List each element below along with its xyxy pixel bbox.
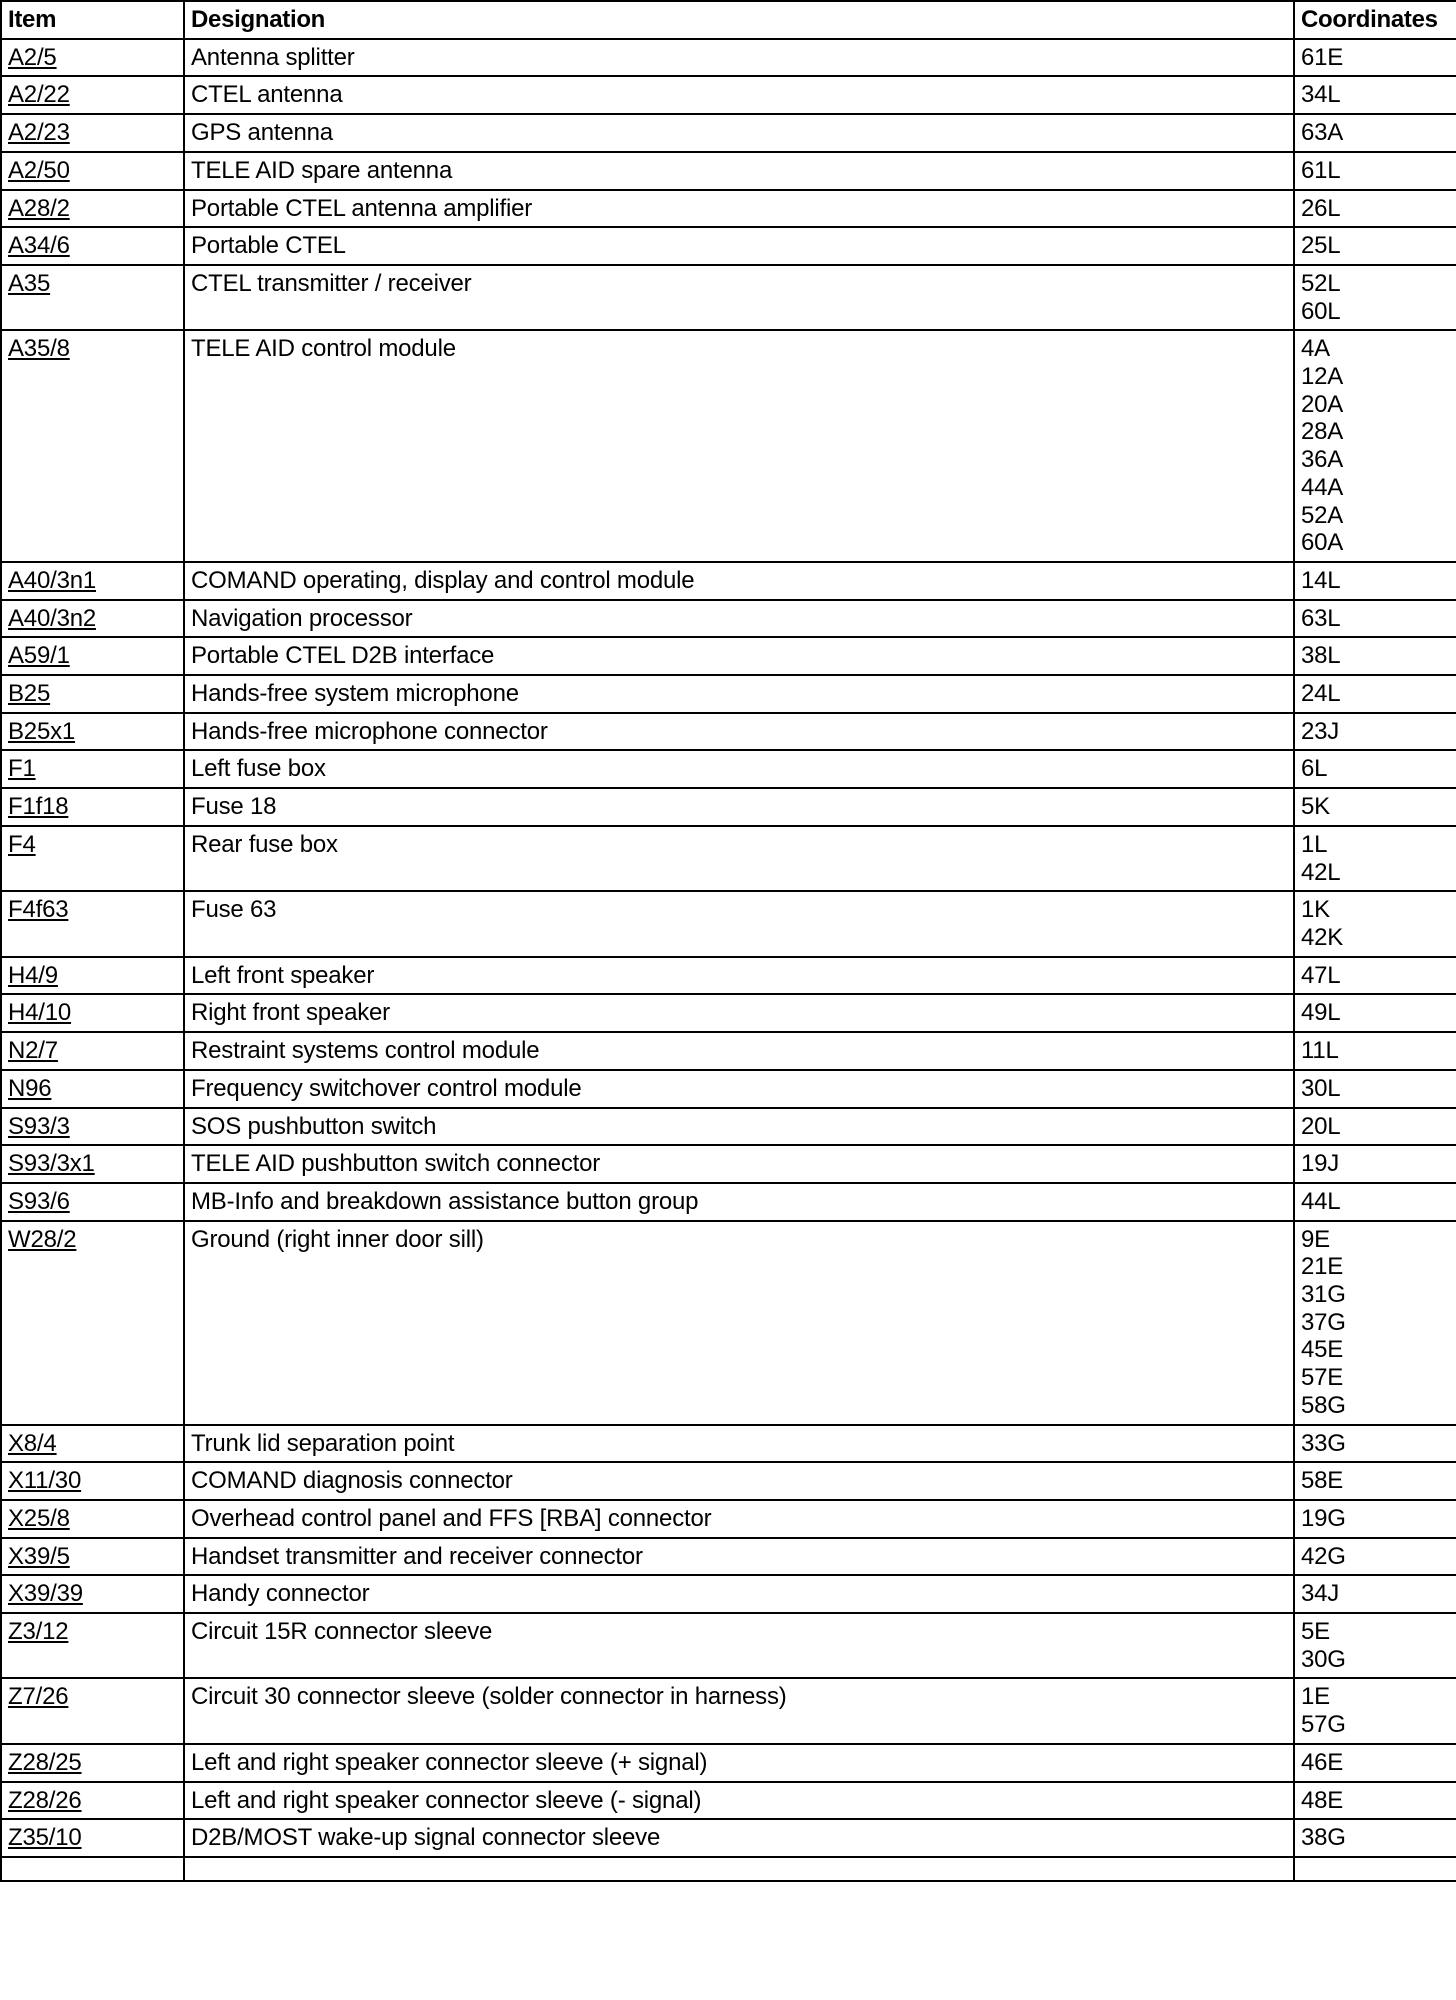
- item-cell: [1, 600, 184, 638]
- coordinates-cell: [1294, 1183, 1456, 1221]
- item-link[interactable]: A59/1: [8, 642, 70, 670]
- item-cell: [1, 1183, 184, 1221]
- coordinate-value: 46E: [1301, 1748, 1344, 1776]
- table-row: [1, 1221, 1456, 1425]
- coordinates-cell: [1294, 76, 1456, 114]
- coordinates-cell: [1294, 227, 1456, 265]
- coordinate-value: 38G: [1301, 1824, 1346, 1852]
- item-cell: [1, 637, 184, 675]
- table-row: [1, 190, 1456, 228]
- coordinates-cell: [1294, 1744, 1456, 1782]
- item-link[interactable]: X8/4: [8, 1429, 57, 1457]
- designation-cell: Portable CTEL antenna amplifier: [184, 190, 1294, 228]
- table-row-empty: [1, 1857, 1456, 1881]
- coordinate-value: 11L: [1301, 1037, 1339, 1065]
- item-cell: [1, 1678, 184, 1743]
- table-row: [1, 1108, 1456, 1146]
- coordinate-value: 52L: [1301, 269, 1341, 297]
- coordinate-value: 28A: [1301, 418, 1344, 446]
- table-row: [1, 891, 1456, 956]
- coordinate-value: 60A: [1301, 529, 1344, 557]
- item-cell: [1, 1782, 184, 1820]
- item-link[interactable]: F1f18: [8, 793, 69, 821]
- coordinates-cell: [1294, 1108, 1456, 1146]
- item-link[interactable]: N2/7: [8, 1037, 58, 1065]
- item-link[interactable]: Z7/26: [8, 1683, 69, 1711]
- coordinate-value: 63A: [1301, 119, 1344, 147]
- coordinate-value: 61E: [1301, 43, 1344, 71]
- table-row: [1, 1678, 1456, 1743]
- table-row: [1, 1032, 1456, 1070]
- coordinate-value: 31G: [1301, 1281, 1346, 1309]
- table-row: [1, 1425, 1456, 1463]
- coordinate-value: 20A: [1301, 390, 1344, 418]
- coordinate-value: 42K: [1301, 923, 1344, 951]
- coordinates-cell: [1294, 713, 1456, 751]
- item-cell: [1, 1500, 184, 1538]
- coordinate-value: 36A: [1301, 446, 1344, 474]
- designation-cell: Restraint systems control module: [184, 1032, 1294, 1070]
- coordinates-cell: [1294, 152, 1456, 190]
- item-link[interactable]: A35: [8, 269, 51, 297]
- designation-cell: Navigation processor: [184, 600, 1294, 638]
- coordinate-value: 37G: [1301, 1308, 1346, 1336]
- item-link[interactable]: X25/8: [8, 1504, 70, 1532]
- coordinate-value: 57E: [1301, 1364, 1344, 1392]
- item-cell: [1, 152, 184, 190]
- coordinate-value: 49L: [1301, 999, 1341, 1027]
- item-link[interactable]: A40/3n2: [8, 604, 97, 632]
- coordinates-cell: [1294, 1145, 1456, 1183]
- coordinates-cell: [1294, 114, 1456, 152]
- coordinates-cell: [1294, 39, 1456, 77]
- coordinate-value: 21E: [1301, 1253, 1344, 1281]
- coordinate-value: 44A: [1301, 473, 1344, 501]
- item-link[interactable]: S93/3: [8, 1112, 70, 1140]
- coordinates-cell: [1294, 1538, 1456, 1576]
- item-cell: [1, 1819, 184, 1857]
- table-row: [1, 994, 1456, 1032]
- empty-cell: [184, 1857, 1294, 1881]
- item-cell: [1, 1108, 184, 1146]
- item-link[interactable]: F1: [8, 755, 36, 783]
- coordinate-value: 1E: [1301, 1683, 1330, 1711]
- item-cell: [1, 1575, 184, 1613]
- coordinates-cell: [1294, 891, 1456, 956]
- coordinate-value: 26L: [1301, 194, 1341, 222]
- table-row: [1, 1575, 1456, 1613]
- header-designation: Designation: [184, 1, 1294, 39]
- table-row: [1, 788, 1456, 826]
- coordinates-cell: [1294, 1782, 1456, 1820]
- item-link[interactable]: F4: [8, 830, 36, 858]
- item-cell: [1, 76, 184, 114]
- item-cell: [1, 190, 184, 228]
- coordinate-value: 44L: [1301, 1187, 1341, 1215]
- table-row: [1, 637, 1456, 675]
- designation-cell: TELE AID spare antenna: [184, 152, 1294, 190]
- designation-cell: CTEL antenna: [184, 76, 1294, 114]
- item-link[interactable]: B25: [8, 680, 51, 708]
- item-cell: [1, 713, 184, 751]
- coordinate-value: 47L: [1301, 961, 1341, 989]
- item-cell: [1, 227, 184, 265]
- table-row: [1, 600, 1456, 638]
- table-row: [1, 39, 1456, 77]
- item-cell: [1, 330, 184, 562]
- item-link[interactable]: A2/23: [8, 119, 70, 147]
- designation-cell: Frequency switchover control module: [184, 1070, 1294, 1108]
- item-link[interactable]: H4/9: [8, 961, 58, 989]
- coordinates-cell: [1294, 1575, 1456, 1613]
- coordinate-value: 52A: [1301, 501, 1344, 529]
- designation-cell: Trunk lid separation point: [184, 1425, 1294, 1463]
- table-row: [1, 76, 1456, 114]
- designation-cell: SOS pushbutton switch: [184, 1108, 1294, 1146]
- coordinate-value: 1K: [1301, 896, 1330, 924]
- item-cell: [1, 1032, 184, 1070]
- coordinate-value: 14L: [1301, 566, 1341, 594]
- designation-cell: Portable CTEL D2B interface: [184, 637, 1294, 675]
- item-link[interactable]: A35/8: [8, 335, 70, 363]
- item-link[interactable]: Z28/26: [8, 1786, 82, 1814]
- item-link[interactable]: S93/6: [8, 1187, 70, 1215]
- table-row: [1, 1819, 1456, 1857]
- designation-cell: TELE AID control module: [184, 330, 1294, 562]
- table-row: [1, 1183, 1456, 1221]
- coordinate-value: 42G: [1301, 1542, 1346, 1570]
- coordinate-value: 58E: [1301, 1467, 1344, 1495]
- designation-cell: Left and right speaker connector sleeve (+ signal): [184, 1744, 1294, 1782]
- table-row: [1, 152, 1456, 190]
- designation-cell: MB-Info and breakdown assistance button group: [184, 1183, 1294, 1221]
- coordinate-value: 63L: [1301, 604, 1341, 632]
- item-cell: [1, 1462, 184, 1500]
- coordinate-value: 23J: [1301, 717, 1340, 745]
- designation-cell: Right front speaker: [184, 994, 1294, 1032]
- item-link[interactable]: Z35/10: [8, 1824, 82, 1852]
- item-link[interactable]: A34/6: [8, 232, 70, 260]
- coordinate-value: 19J: [1301, 1150, 1340, 1178]
- coordinates-cell: [1294, 190, 1456, 228]
- item-cell: [1, 1613, 184, 1678]
- header-coordinates: Coordinates: [1294, 1, 1456, 39]
- coordinate-value: 57G: [1301, 1711, 1346, 1739]
- item-cell: [1, 1145, 184, 1183]
- item-link[interactable]: X11/30: [8, 1467, 82, 1495]
- table-row: [1, 1538, 1456, 1576]
- designation-cell: Fuse 18: [184, 788, 1294, 826]
- table-row: [1, 562, 1456, 600]
- item-link[interactable]: X39/39: [8, 1580, 83, 1608]
- item-cell: [1, 957, 184, 995]
- designation-cell: Ground (right inner door sill): [184, 1221, 1294, 1425]
- table-body: [1, 39, 1456, 1881]
- coordinate-value: 25L: [1301, 232, 1341, 260]
- table-row: [1, 1462, 1456, 1500]
- coordinate-value: 19G: [1301, 1504, 1346, 1532]
- coordinates-cell: [1294, 750, 1456, 788]
- designation-cell: TELE AID pushbutton switch connector: [184, 1145, 1294, 1183]
- coordinates-cell: [1294, 1819, 1456, 1857]
- table-row: [1, 330, 1456, 562]
- item-cell: [1, 1221, 184, 1425]
- item-cell: [1, 675, 184, 713]
- designation-cell: Left fuse box: [184, 750, 1294, 788]
- table-row: [1, 265, 1456, 330]
- coordinates-cell: [1294, 562, 1456, 600]
- item-link[interactable]: B25x1: [8, 717, 76, 745]
- coordinates-cell: [1294, 600, 1456, 638]
- header-row: [1, 1, 1456, 39]
- designation-cell: Handy connector: [184, 1575, 1294, 1613]
- coordinate-value: 42L: [1301, 858, 1341, 886]
- designation-cell: Fuse 63: [184, 891, 1294, 956]
- table-row: [1, 957, 1456, 995]
- coordinate-value: 9E: [1301, 1225, 1330, 1253]
- coordinates-cell: [1294, 1678, 1456, 1743]
- empty-cell: [1, 1857, 184, 1881]
- table-row: [1, 750, 1456, 788]
- coordinates-cell: [1294, 788, 1456, 826]
- item-cell: [1, 1744, 184, 1782]
- table-row: [1, 1613, 1456, 1678]
- coordinates-cell: [1294, 826, 1456, 891]
- coordinate-value: 34J: [1301, 1580, 1340, 1608]
- coordinate-value: 24L: [1301, 680, 1341, 708]
- empty-cell: [1294, 1857, 1456, 1881]
- item-cell: [1, 39, 184, 77]
- designation-cell: D2B/MOST wake-up signal connector sleeve: [184, 1819, 1294, 1857]
- coordinate-value: 5E: [1301, 1618, 1330, 1646]
- table-row: [1, 1744, 1456, 1782]
- coordinates-cell: [1294, 1500, 1456, 1538]
- designation-cell: Rear fuse box: [184, 826, 1294, 891]
- item-cell: [1, 562, 184, 600]
- header-item: Item: [1, 1, 184, 39]
- designation-cell: Hands-free microphone connector: [184, 713, 1294, 751]
- coordinates-cell: [1294, 994, 1456, 1032]
- item-link[interactable]: A2/50: [8, 156, 70, 184]
- table-row: [1, 1070, 1456, 1108]
- item-link[interactable]: Z3/12: [8, 1618, 69, 1646]
- item-link[interactable]: Z28/25: [8, 1748, 82, 1776]
- coordinates-cell: [1294, 1613, 1456, 1678]
- item-cell: [1, 750, 184, 788]
- coordinate-value: 60L: [1301, 297, 1341, 325]
- table-row: [1, 227, 1456, 265]
- item-link[interactable]: A28/2: [8, 194, 70, 222]
- designation-cell: Circuit 15R connector sleeve: [184, 1613, 1294, 1678]
- coordinates-cell: [1294, 957, 1456, 995]
- coordinates-cell: [1294, 637, 1456, 675]
- designation-cell: Portable CTEL: [184, 227, 1294, 265]
- table-row: [1, 826, 1456, 891]
- item-link[interactable]: S93/3x1: [8, 1150, 95, 1178]
- coordinates-cell: [1294, 330, 1456, 562]
- item-link[interactable]: H4/10: [8, 999, 72, 1027]
- designation-cell: GPS antenna: [184, 114, 1294, 152]
- coordinate-value: 61L: [1301, 156, 1341, 184]
- item-cell: [1, 1070, 184, 1108]
- coordinate-value: 12A: [1301, 363, 1344, 391]
- item-link[interactable]: N96: [8, 1074, 52, 1102]
- item-cell: [1, 1538, 184, 1576]
- designation-cell: Hands-free system microphone: [184, 675, 1294, 713]
- item-link[interactable]: X39/5: [8, 1542, 70, 1570]
- coordinate-value: 30G: [1301, 1645, 1346, 1673]
- designation-cell: Left front speaker: [184, 957, 1294, 995]
- item-link[interactable]: A40/3n1: [8, 566, 97, 594]
- table-row: [1, 1500, 1456, 1538]
- coordinate-value: 6L: [1301, 755, 1328, 783]
- designation-cell: Antenna splitter: [184, 39, 1294, 77]
- table-row: [1, 1145, 1456, 1183]
- item-cell: [1, 114, 184, 152]
- item-cell: [1, 891, 184, 956]
- item-link[interactable]: W28/2: [8, 1225, 77, 1253]
- table-row: [1, 114, 1456, 152]
- item-cell: [1, 265, 184, 330]
- coordinates-cell: [1294, 1462, 1456, 1500]
- designation-cell: Overhead control panel and FFS [RBA] connector: [184, 1500, 1294, 1538]
- designation-cell: Handset transmitter and receiver connector: [184, 1538, 1294, 1576]
- coordinate-value: 48E: [1301, 1786, 1344, 1814]
- coordinate-value: 58G: [1301, 1391, 1346, 1419]
- designation-cell: Left and right speaker connector sleeve (- signal): [184, 1782, 1294, 1820]
- coordinate-value: 4A: [1301, 335, 1330, 363]
- item-link[interactable]: A2/22: [8, 81, 70, 109]
- designation-cell: COMAND operating, display and control module: [184, 562, 1294, 600]
- coordinate-value: 45E: [1301, 1336, 1344, 1364]
- designation-cell: COMAND diagnosis connector: [184, 1462, 1294, 1500]
- item-cell: [1, 826, 184, 891]
- designation-cell: Circuit 30 connector sleeve (solder connector in harness): [184, 1678, 1294, 1743]
- item-cell: [1, 1425, 184, 1463]
- coordinate-value: 30L: [1301, 1074, 1341, 1102]
- coordinate-value: 5K: [1301, 793, 1330, 821]
- item-link[interactable]: A2/5: [8, 43, 57, 71]
- coordinates-cell: [1294, 1070, 1456, 1108]
- coordinates-cell: [1294, 675, 1456, 713]
- item-cell: [1, 994, 184, 1032]
- coordinate-value: 38L: [1301, 642, 1341, 670]
- coordinates-cell: [1294, 1032, 1456, 1070]
- designation-cell: CTEL transmitter / receiver: [184, 265, 1294, 330]
- item-link[interactable]: F4f63: [8, 896, 69, 924]
- coordinates-cell: [1294, 1221, 1456, 1425]
- coordinate-value: 33G: [1301, 1429, 1346, 1457]
- coordinates-cell: [1294, 1425, 1456, 1463]
- table-row: [1, 1782, 1456, 1820]
- coordinate-value: 20L: [1301, 1112, 1341, 1140]
- coordinate-value: 1L: [1301, 830, 1328, 858]
- table-row: [1, 675, 1456, 713]
- table-row: [1, 713, 1456, 751]
- item-cell: [1, 788, 184, 826]
- coordinate-value: 34L: [1301, 81, 1341, 109]
- coordinates-cell: [1294, 265, 1456, 330]
